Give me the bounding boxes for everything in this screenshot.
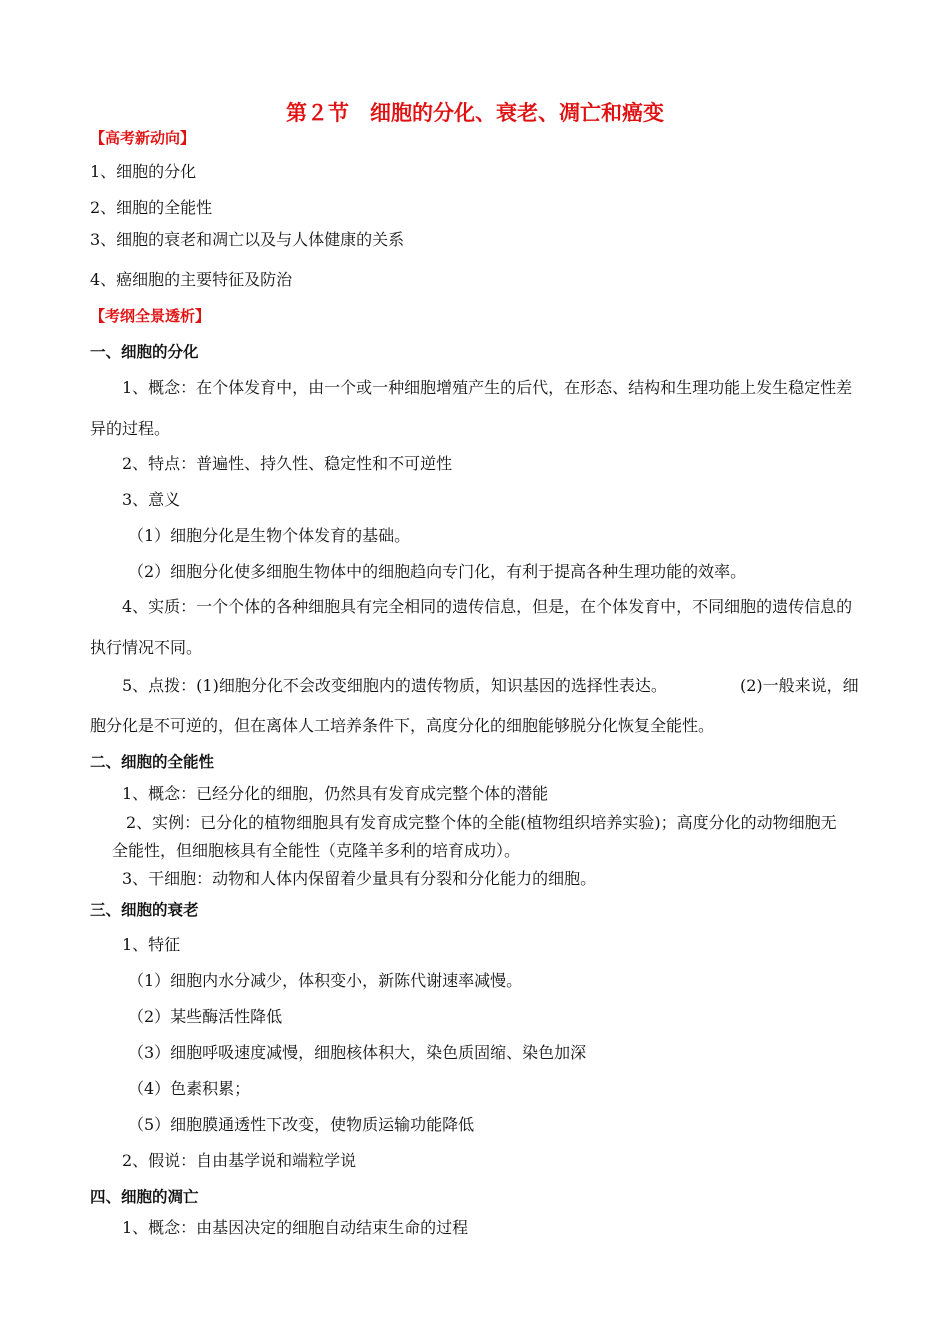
section-heading: 二、细胞的全能性: [90, 753, 215, 771]
section-heading: 四、细胞的凋亡: [90, 1188, 199, 1206]
page-title: 第２节 细胞的分化、衰老、凋亡和癌变: [286, 101, 664, 125]
paragraph-line: 1、概念：已经分化的细胞，仍然具有发育成完整个体的潜能: [122, 784, 549, 803]
paragraph-line: 2、实例：已分化的植物细胞具有发育成完整个体的全能(植物组织培养实验)；高度分化的动物细胞无: [126, 813, 837, 832]
exam-trend-item: 4、癌细胞的主要特征及防治: [90, 270, 293, 289]
paragraph-line: 4、实质：一个个体的各种细胞具有完全相同的遗传信息，但是，在个体发育中，不同细胞的遗传信息的: [122, 597, 853, 616]
paragraph-line: 异的过程。: [90, 419, 171, 438]
outline-heading: 【考纲全景透析】: [90, 307, 211, 325]
paragraph-line: （1）细胞分化是生物个体发育的基础。: [128, 526, 411, 545]
paragraph-line: （2）细胞分化使多细胞生物体中的细胞趋向专门化，有利于提高各种生理功能的效率。: [128, 562, 747, 581]
paragraph-line: (2)一般来说，细: [740, 676, 859, 695]
exam-trend-item: 3、细胞的衰老和凋亡以及与人体健康的关系: [90, 230, 405, 249]
exam-trends-heading: 【高考新动向】: [90, 129, 196, 147]
paragraph-line: （2）某些酶活性降低: [128, 1007, 283, 1026]
paragraph-line: 1、概念：在个体发育中，由一个或一种细胞增殖产生的后代，在形态、结构和生理功能上发生稳定性差: [122, 378, 853, 397]
section-heading: 三、细胞的衰老: [90, 901, 199, 919]
paragraph-line: 2、假说：自由基学说和端粒学说: [122, 1151, 357, 1170]
paragraph-line: 全能性，但细胞核具有全能性（克隆羊多利的培育成功）。: [112, 841, 521, 860]
paragraph-line: （4）色素积累；: [128, 1079, 251, 1098]
paragraph-line: （5）细胞膜通透性下改变，使物质运输功能降低: [128, 1115, 475, 1134]
paragraph-line: 3、干细胞：动物和人体内保留着少量具有分裂和分化能力的细胞。: [122, 869, 597, 888]
paragraph-line: 1、特征: [122, 935, 181, 954]
paragraph-line: 2、特点：普遍性、持久性、稳定性和不可逆性: [122, 454, 453, 473]
paragraph-line: 1、概念：由基因决定的细胞自动结束生命的过程: [122, 1218, 469, 1237]
exam-trend-item: 1、细胞的分化: [90, 162, 197, 181]
paragraph-line: 胞分化是不可逆的，但在离体人工培养条件下，高度分化的细胞能够脱分化恢复全能性。: [90, 716, 715, 735]
paragraph-line: （3）细胞呼吸速度减慢，细胞核体积大，染色质固缩、染色加深: [128, 1043, 587, 1062]
exam-trend-item: 2、细胞的全能性: [90, 198, 213, 217]
paragraph-line: 执行情况不同。: [90, 638, 203, 657]
paragraph-line: （1）细胞内水分减少，体积变小，新陈代谢速率减慢。: [128, 971, 523, 990]
paragraph-line: 5、点拨：(1)细胞分化不会改变细胞内的遗传物质，知识基因的选择性表达。: [122, 676, 667, 695]
section-heading: 一、细胞的分化: [90, 343, 199, 361]
paragraph-line: 3、意义: [122, 490, 181, 509]
